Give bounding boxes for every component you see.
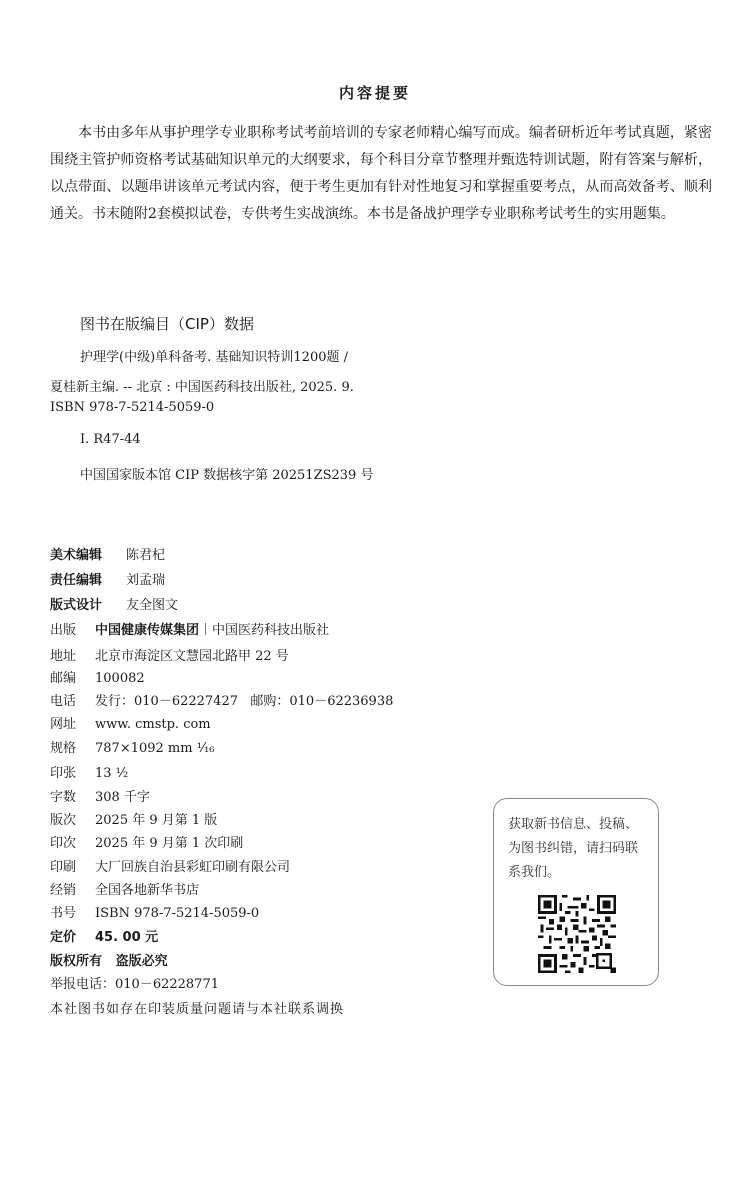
info-value: 大厂回族自治县彩虹印刷有限公司 [95,860,291,875]
info-label: 经销 [50,883,77,898]
info-label: 出版 [50,623,77,638]
credit-label: 责任编辑 [50,573,103,588]
info-label: 印刷 [50,860,77,875]
info-label: 版次 [50,813,77,828]
rights-notice: 版权所有 盗版必究 [50,954,168,969]
info-value: 全国各地新华书店 [95,883,200,898]
info-value: 2025 年 9 月第 1 版 [95,813,218,828]
info-label: 地址 [50,649,77,664]
page-title: 内容提要 [338,84,411,102]
publisher-group: 中国健康传媒集团 [95,623,200,638]
info-label: 规格 [50,741,77,756]
cip-heading: 图书在版编目（CIP）数据 [80,315,254,333]
info-row-printing [50,833,243,855]
info-row-book-number [50,903,259,925]
info-row-postcode [50,668,145,690]
info-value: 308 千字 [95,790,150,805]
info-label: 电话 [50,694,77,709]
credit-responsible-editor [50,569,165,588]
cip-line-title: 护理学(中级)单科备考. 基础知识特训1200题 / [80,350,349,365]
info-value: 2025 年 9 月第 1 次印刷 [95,836,244,851]
credit-value: 刘孟瑞 [126,573,166,588]
info-value: 北京市海淀区文慧园北路甲 22 号 [95,649,289,664]
qr-contact-box [493,798,659,986]
credit-label: 版式设计 [50,598,103,613]
info-row-format [50,738,215,760]
info-row-sheets [50,763,128,785]
info-value: 发行：010－62227427 邮购：010－62236938 [95,694,394,709]
info-row-printer [50,857,290,879]
credit-value: 友全图文 [126,598,179,613]
info-value: 100082 [95,671,145,686]
cip-line-record: 中国国家版本馆 CIP 数据核字第 20251ZS239 号 [80,468,374,483]
cip-line-editor: 夏桂新主编. -- 北京 : 中国医药科技出版社, 2025. 9. [50,380,354,395]
info-value: 787×1092 mm ¹⁄₁₆ [95,741,215,756]
publisher-name: 中国医药科技出版社 [212,623,330,638]
info-value: 13 ¹⁄₂ [95,766,129,781]
report-phone: 举报电话：010－62228771 [50,977,219,992]
cip-line-isbn: ISBN 978-7-5214-5059-0 [50,400,215,415]
info-label: 字数 [50,790,77,805]
summary-paragraph: 本书由多年从事护理学专业职称考试考前培训的专家老师精心编写而成。编者研析近年考试真题，紧密围绕主管护师资格考试基础知识单元的大纲要求，每个科目分章节整理并甄选特训试题，附有答案与解析，以点带面、以题串讲该单元考试内容，便于考生更加有针对性地复习和掌握重要考点，从而高效备考、顺利通关。书末随附2套模拟试卷，专供考生实战演练。本书是备战护理学专业职称考试考生的实用题集。 [50,125,712,222]
qr-code-icon[interactable] [538,895,616,973]
info-row-phone [50,691,393,713]
info-value: 45. 00 元 [95,930,159,945]
credit-art-editor [50,544,165,563]
info-row-edition [50,810,217,832]
credit-value: 陈君杞 [126,548,166,563]
cip-line-classification: Ⅰ. R47-44 [80,432,141,447]
info-row-price [50,927,158,949]
divider [205,623,206,635]
info-label: 印张 [50,766,77,781]
info-label: 网址 [50,717,77,732]
info-label: 印次 [50,836,77,851]
info-row-distributor [50,880,199,902]
publisher-row [50,620,329,642]
qr-caption: 获取新书信息、投稿、为图书纠错，请扫码联系我们。 [508,817,639,880]
credit-label: 美术编辑 [50,548,103,563]
info-row-website [50,714,211,736]
info-label: 书号 [50,906,77,921]
info-row-address [50,646,289,668]
credit-layout-design [50,594,178,613]
info-value: ISBN 978-7-5214-5059-0 [95,906,260,921]
info-label: 邮编 [50,671,77,686]
info-value: www. cmstp. com [95,717,211,732]
info-label: 定价 [50,930,77,945]
info-row-word-count [50,787,150,809]
quality-notice: 本社图书如存在印装质量问题请与本社联系调换 [50,1002,345,1017]
